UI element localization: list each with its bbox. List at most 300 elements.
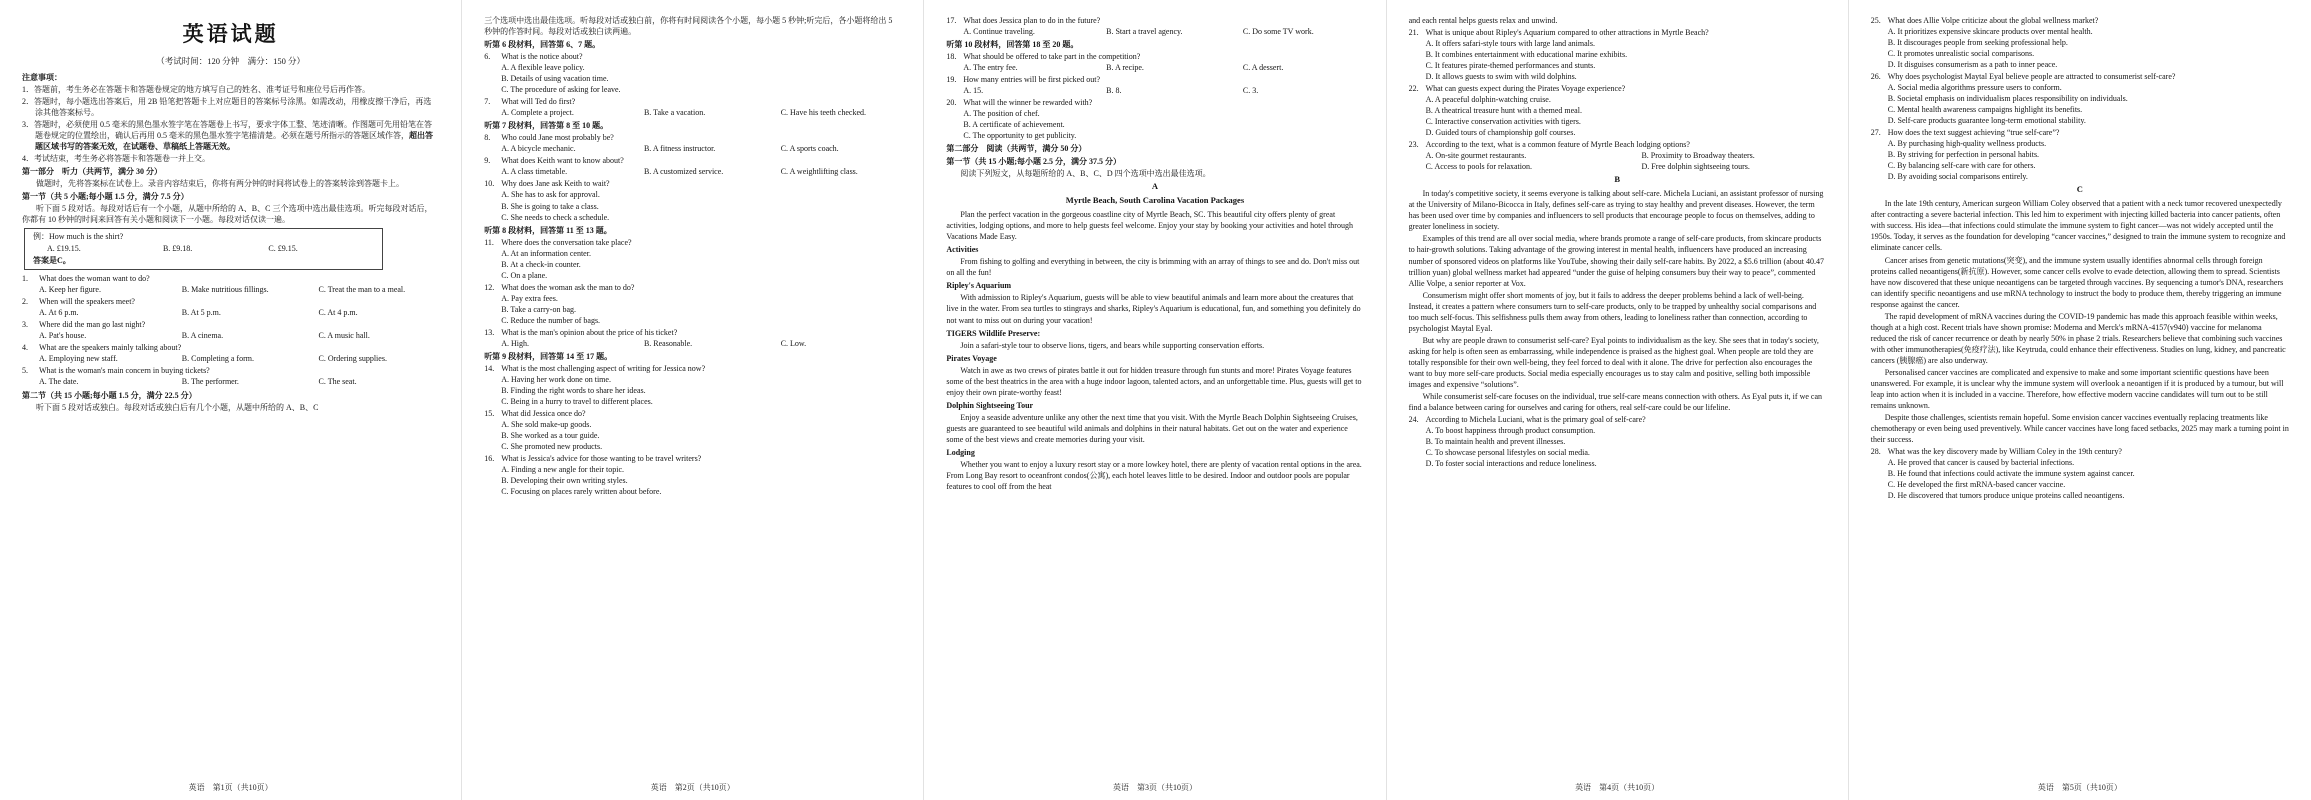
option: D. Guided tours of championship golf courses. <box>1425 128 1576 138</box>
question-stem: What are the speakers mainly talking about? <box>39 343 182 353</box>
question-number: 22. <box>1408 84 1419 94</box>
question-stem-row <box>22 342 439 353</box>
option: A. She has to ask for approval. <box>501 190 600 200</box>
paragraph-text: Enjoy a seaside adventure unlike any other the next time that you visit. With the Myrtle Beach Dolphin Sightseeing Cruises, guests are guaranteed to see beautiful wild animals and dolphins in their natural habitats. Get out on the water and experience some of the best views and create memories during your visit. <box>946 412 1358 444</box>
question-number: 1. <box>22 274 28 284</box>
question-stem-row <box>946 74 1363 85</box>
question-options <box>1871 82 2289 126</box>
question-number: 3. <box>22 320 28 330</box>
question-stem: When will the speakers meet? <box>39 297 135 307</box>
option: B. Start a travel agency. <box>1106 27 1183 37</box>
question-options <box>484 189 901 222</box>
option: C. Interactive conservation activities with tigers. <box>1425 117 1581 127</box>
heading: 注意事项： <box>22 73 62 82</box>
option: D. It allows guests to swim with wild dolphins. <box>1425 72 1577 82</box>
option: C. It features pirate-themed performances and stunts. <box>1425 61 1596 71</box>
paragraph-text: 听下面 5 段对话或独白。每段对话或独白后有几个小题，从题中所给的 A、B、C <box>36 402 319 412</box>
question-7 <box>484 96 901 118</box>
question-26 <box>1871 71 2289 126</box>
paragraph <box>1871 311 2289 366</box>
paragraph <box>1409 290 1826 334</box>
question-stem: What is the man's opinion about the price of his ticket? <box>501 327 678 337</box>
question-number: 28. <box>1870 447 1881 457</box>
question-stem: What was the key discovery made by William Coley in the 19th century? <box>1887 447 2122 457</box>
question-number: 27. <box>1870 128 1881 138</box>
doc-title: 英语试题 <box>182 22 279 46</box>
option: A. The position of chef. <box>963 109 1040 119</box>
option: D. Self-care products guarantee long-term emotional stability. <box>1887 116 2086 126</box>
paragraph <box>1409 233 1826 288</box>
question-stem-row <box>484 51 901 62</box>
paragraph-text: Consumerism might offer short moments of joy, but it fails to address the deeper problems behind a lack of well-being. Instead, it creates a pattern where consumers turn to self-care products, only to be trapped by unhealthy social comparisons and too much self-focus. This selfishness pulls them away from others, leading to loneliness rather than connection, according to psychologist Maytal Eyal. <box>1408 290 1817 333</box>
question-stem: What will Ted do first? <box>501 97 576 107</box>
exam-page-4 <box>1387 0 1849 800</box>
question-stem: What is unique about Ripley's Aquarium compared to other attractions in Myrtle Beach? <box>1425 28 1709 38</box>
question-options <box>1871 138 2289 182</box>
question-options <box>22 330 439 341</box>
option: B. She is going to take a class. <box>501 201 599 211</box>
paragraph-text: The rapid development of mRNA vaccines during the COVID-19 pandemic has made this approach feasible within weeks, though at a high cost. Recent trials have shown promise: Moderna and Merck's mRNA-4157(v940) vaccine for melanoma reduced the risk of cancer recurrence or death by nearly 50% in phase 2 trials. Researchers believe that combining such vaccines with other immunotherapies(免疫疗法), like Keytruda, could enhance their effectiveness. Studies on lung, kidney, and pancreatic cancers (胰腺癌) are also underway. <box>1870 311 2286 365</box>
question-21 <box>1409 27 1826 82</box>
question-stem: Where did the man go last night? <box>39 320 146 330</box>
question-options <box>22 376 439 387</box>
paragraph-text: 阅读下列短文，从每题所给的 A、B、C、D 四个选项中选出最佳选项。 <box>960 169 1211 179</box>
heading: Pirates Voyage <box>946 353 997 363</box>
question-stem-row <box>22 319 439 330</box>
option: A. The date. <box>39 377 79 387</box>
question-stem-row <box>946 15 1363 26</box>
paragraph-text: But why are people drawn to consumerist self-care? Eyal points to individualism as the key. She sees that in today's society, asking for help is often seen as embarrassing, while independence is praised as the highest goal. When people are told they are totally responsible for their own well-being, they feel forced to deal with it alone. The drive for perfection also encourages the want to buy more self-care products. Social media especially encourages us to stay calm and positive, selling both impossible images and expensive “solutions”. <box>1408 335 1819 389</box>
question-22 <box>1409 83 1826 138</box>
option: C. The seat. <box>318 377 357 387</box>
question-stem: What does the woman ask the man to do? <box>501 282 635 292</box>
paragraph-text: Personalised cancer vaccines are complicated and expensive to make and some important scientific questions have been unanswered. For example, it is unclear why the immune system will overlook a neoantigen if it is produced by a tumour, but will leap into action when it is included in a vaccine. Therefore, how effective modern vaccine candidates will turn out to be still remains unknown. <box>1870 367 2284 410</box>
option: B. Reasonable. <box>643 338 693 348</box>
page-footer: 英语 第2页（共10页） <box>650 783 735 792</box>
option: A. Social media algorithms pressure users to conform. <box>1887 83 2062 93</box>
option: A. High. <box>501 338 529 348</box>
page-footer: 英语 第1页（共10页） <box>188 783 273 792</box>
question-stem-row <box>484 282 901 293</box>
question-options <box>484 62 901 95</box>
heading: 听第 6 段材料，回答第 6、7 题。 <box>484 40 601 50</box>
option: B. A cinema. <box>181 331 224 341</box>
option: A. Employing new staff. <box>39 354 118 364</box>
question-5 <box>22 365 439 387</box>
passage-heading: C <box>2076 184 2083 195</box>
question-stem-row <box>484 237 901 248</box>
question-6 <box>484 51 901 95</box>
question-options <box>22 353 439 364</box>
question-stem: What is the woman's main concern in buying tickets? <box>39 366 210 376</box>
question-stem-row <box>484 363 901 374</box>
option: C. Being in a hurry to travel to different places. <box>501 397 653 407</box>
option: A. Pay extra fees. <box>501 293 558 303</box>
option: B. 8. <box>1106 86 1122 96</box>
paragraph-text: 4．考试结束，考生务必将答题卡和答题卷一并上交。 <box>22 154 210 164</box>
option: C. Reduce the number of bags. <box>501 315 601 325</box>
question-stem-row <box>1871 71 2289 82</box>
option: C. Do some TV work. <box>1242 27 1314 37</box>
question-options <box>484 338 901 349</box>
paragraph <box>946 412 1363 445</box>
question-options <box>946 62 1363 73</box>
paragraph <box>946 340 1363 351</box>
question-number: 10. <box>484 179 495 189</box>
question-stem: What is Jessica's advice for those wanting to be travel writers? <box>501 454 702 464</box>
question-number: 20. <box>946 98 957 108</box>
paragraph-text: Plan the perfect vacation in the gorgeous coastline city of Myrtle Beach, SC. This beautiful city offers plenty of great activities, lodging options, and more to help guests feel welcome. Enjoy your stay by booking your activities and hotel through Vacations Made Easy. <box>946 210 1353 242</box>
heading: 听第 9 段材料，回答第 14 至 17 题。 <box>484 351 613 361</box>
option: D. To foster social interactions and reduce loneliness. <box>1425 459 1597 469</box>
question-stem-row <box>1871 15 2289 26</box>
question-number: 4. <box>22 343 28 353</box>
paragraph <box>1409 391 1826 413</box>
paragraph <box>1409 335 1826 390</box>
option: A. 15. <box>963 86 984 96</box>
heading: 第一部分 听力（共两节，满分 30 分） <box>22 167 162 177</box>
question-options <box>1871 26 2289 70</box>
question-stem: What is the most challenging aspect of writing for Jessica now? <box>501 363 706 373</box>
option: B. At 5 p.m. <box>181 308 221 318</box>
question-stem: What does Keith want to know about? <box>501 156 624 166</box>
option: C. The procedure of asking for leave. <box>501 85 621 95</box>
question-number: 21. <box>1408 28 1419 38</box>
exam-page-3 <box>924 0 1386 800</box>
question-19 <box>946 74 1363 96</box>
option: C. She needs to check a schedule. <box>501 212 610 222</box>
heading: 听第 7 段材料，回答第 8 至 10 题。 <box>484 121 609 131</box>
exam-page-2 <box>462 0 924 800</box>
option: C. A music hall. <box>318 331 370 341</box>
example-answer: 答案是C。 <box>33 255 71 265</box>
example-option: B. £9.18. <box>162 244 193 253</box>
option: D. Free dolphin sightseeing tours. <box>1641 162 1750 172</box>
option: A. A peaceful dolphin-watching cruise. <box>1425 95 1551 105</box>
paragraph <box>22 402 439 413</box>
heading: Lodging <box>946 447 975 457</box>
heading: 第一节（共 5 小题;每小题 1.5 分，满分 7.5 分） <box>22 192 189 202</box>
option: A. To boost happiness through product consumption. <box>1425 425 1596 435</box>
option: B. Take a vacation. <box>643 108 706 118</box>
option: A. Finding a new angle for their topic. <box>501 465 625 475</box>
paragraph-text: 三个选项中选出最佳选项。听每段对话或独白前，你将有时间阅读各个小题，每小题 5 秒钟;听完后，各小题将给出 5 秒钟的作答时间。每段对话或独白读两遍。 <box>484 16 893 37</box>
option: A. Pat's house. <box>39 331 87 341</box>
question-stem-row <box>1409 27 1826 38</box>
question-2 <box>22 296 439 318</box>
question-stem-row <box>946 97 1363 108</box>
question-stem: What did Jessica once do? <box>501 409 586 419</box>
option: B. A recipe. <box>1106 63 1144 73</box>
question-number: 18. <box>946 52 957 62</box>
doc-subtitle: （考试时间：120 分钟 满分：150 分） <box>156 56 305 66</box>
option: A. Having her work done on time. <box>501 374 611 384</box>
question-stem-row <box>484 408 901 419</box>
question-stem-row <box>484 96 901 107</box>
question-options <box>484 464 901 497</box>
question-23 <box>1409 139 1826 172</box>
paragraph-text: In today's competitive society, it seems everyone is talking about self-care. Michela Luciani, an assistant professor of nursing at the University of Milano-Bicocca in Italy, defines self-care as trying to stay healthy and prevent diseases. However, the term has been used over time by companies and influencers to sell products that encourage people to focus on themselves, adding to greater loneliness in society. <box>1408 189 1824 232</box>
option: C. On a plane. <box>501 270 548 280</box>
question-stem: What does Allie Volpe criticize about the global wellness market? <box>1887 16 2099 25</box>
option: B. Developing their own writing styles. <box>501 476 628 486</box>
option: A. A class timetable. <box>501 167 568 177</box>
paragraph-text: Watch in awe as two crews of pirates battle it out for hidden treasure through fun stunts and more! Pirates Voyage features some of the best theatrics in the area with a huge indoor lagoon, talented actors, and an unforgettable time. Plus, guests will get to enjoy their own pirate-worthy feast! <box>946 365 1362 397</box>
option: A. A bicycle mechanic. <box>501 144 576 154</box>
question-number: 13. <box>484 327 495 337</box>
paragraph <box>1409 15 1826 26</box>
question-number: 8. <box>484 133 491 143</box>
question-number: 6. <box>484 52 491 62</box>
option: A. It offers safari-style tours with large land animals. <box>1425 39 1595 49</box>
option: B. Completing a form. <box>181 354 254 364</box>
option: B. Make nutritious fillings. <box>181 285 269 295</box>
question-options <box>484 419 901 452</box>
option: C. 3. <box>1242 86 1259 96</box>
option: C. A sports coach. <box>780 144 839 154</box>
question-stem-row <box>1871 446 2289 457</box>
question-number: 23. <box>1408 140 1419 150</box>
option: B. A certificate of achievement. <box>963 120 1065 130</box>
question-number: 17. <box>946 16 957 25</box>
option: B. Societal emphasis on individualism places responsibility on individuals. <box>1887 94 2128 104</box>
option: C. Ordering supplies. <box>318 354 387 364</box>
paragraph <box>946 292 1363 325</box>
question-options <box>484 248 901 281</box>
question-options <box>946 85 1363 96</box>
paragraph <box>1871 255 2289 310</box>
option: A. By purchasing high-quality wellness products. <box>1887 139 2047 149</box>
paragraph-text: While consumerist self-care focuses on the individual, true self-care means connection with others. As Eyal puts it, if we can find a balance between caring for ourselves and caring for others, real self-care could be our lifeline. <box>1408 391 1822 412</box>
question-24 <box>1409 414 1826 469</box>
question-options <box>1409 38 1826 82</box>
option: B. A fitness instructor. <box>643 144 716 154</box>
example-option: A. £19.15. <box>47 244 81 253</box>
option: A. She sold make-up goods. <box>501 420 592 430</box>
paragraph-text: Whether you want to enjoy a luxury resort stay or a more lowkey hotel, there are plenty of vacation rental options in the area. From Long Bay resort to oceanfront condos(公寓), each hotel leaves little to be desired. Indoor and outdoor pools are popular features to cool off from the heat <box>946 459 1362 491</box>
question-number: 15. <box>484 409 495 419</box>
option: B. The performer. <box>181 377 239 387</box>
question-20 <box>946 97 1363 141</box>
paragraph-text: From fishing to golfing and everything in between, the city is brimming with an array of things to see and do. Don't miss out on all the fun! <box>946 257 1360 278</box>
option: B. At a check-in counter. <box>501 259 581 269</box>
question-stem-row <box>484 453 901 464</box>
paragraph-text: In the late 19th century, American surgeon William Coley observed that a patient with a neck tumor recovered unexpectedly after contracting a severe bacterial infection. This led him to experiment with injecting killed bacteria into cancer patients, often with success. His idea—that infections could stimulate the immune system to fight cancer—was not widely accepted until the 1950s. Today, it serves as the foundation for developing “cancer vaccines,” designed to train the immune system to recognize and eliminate cancer cells. <box>1870 199 2286 253</box>
paragraph <box>1409 188 1826 232</box>
question-stem-row <box>1409 139 1826 150</box>
option: C. At 4 p.m. <box>318 308 358 318</box>
paragraph <box>1871 367 2289 411</box>
question-3 <box>22 319 439 341</box>
question-stem-row <box>1409 414 1826 425</box>
paragraph-text: With admission to Ripley's Aquarium, guests will be able to view beautiful animals and learn more about the creatures that live in the water. From sea turtles to stingrays and sharks, Ripley's Aquarium is educational, fun, and something you definitely do not want to miss out on during your vacation! <box>946 293 1361 325</box>
example-box <box>24 228 383 270</box>
page-footer: 英语 第5页（共10页） <box>2037 783 2122 792</box>
paragraph <box>946 459 1363 492</box>
question-28 <box>1871 446 2289 501</box>
question-options <box>1409 94 1826 138</box>
option: B. It discourages people from seeking professional help. <box>1887 38 2068 48</box>
option: A. A flexible leave policy. <box>501 63 585 73</box>
paragraph-text: Join a safari-style tour to observe lions, tigers, and bears while supporting conservation efforts. <box>960 340 1265 350</box>
option: A. He proved that cancer is caused by bacterial infections. <box>1887 458 2075 468</box>
question-18 <box>946 51 1363 73</box>
question-27 <box>1871 127 2289 182</box>
question-options <box>1409 150 1826 172</box>
option: C. He developed the first mRNA-based cancer vaccine. <box>1887 480 2066 490</box>
option: D. He discovered that tumors produce unique proteins called neoantigens. <box>1887 491 2125 501</box>
question-stem: Where does the conversation take place? <box>501 237 632 247</box>
paragraph <box>1871 412 2289 445</box>
paragraph <box>946 168 1363 179</box>
question-number: 14. <box>484 363 495 373</box>
option: B. A theatrical treasure hunt with a themed meal. <box>1425 106 1582 116</box>
option: C. To showcase personal lifestyles on social media. <box>1425 448 1590 458</box>
paragraph <box>22 178 439 189</box>
question-number: 7. <box>484 97 491 107</box>
heading: 听第 10 段材料，回答第 18 至 20 题。 <box>946 40 1079 50</box>
question-stem: According to Michela Luciani, what is the primary goal of self-care? <box>1425 414 1646 424</box>
question-number: 24. <box>1408 414 1419 424</box>
question-stem-row <box>22 296 439 307</box>
option: D. By avoiding social comparisons entirely. <box>1887 172 2028 182</box>
question-stem: Who could Jane most probably be? <box>501 133 614 143</box>
question-options <box>484 293 901 326</box>
question-stem: Why does Jane ask Keith to wait? <box>501 179 610 189</box>
paragraph <box>22 119 439 152</box>
option: D. It disguises consumerism as a path to inner peace. <box>1887 60 2058 70</box>
question-stem-row <box>946 51 1363 62</box>
paragraph <box>1871 198 2289 253</box>
question-9 <box>484 155 901 177</box>
page-footer: 英语 第3页（共10页） <box>1112 783 1197 792</box>
option: B. Proximity to Broadway theaters. <box>1641 151 1755 161</box>
option: B. She worked as a tour guide. <box>501 431 600 441</box>
option: B. To maintain health and prevent illnesses. <box>1425 437 1566 447</box>
paragraph <box>946 256 1363 278</box>
question-stem-row <box>22 273 439 284</box>
option: B. Finding the right words to share her ideas. <box>501 386 646 395</box>
question-options <box>946 26 1363 37</box>
option: A. It prioritizes expensive skincare products over mental health. <box>1887 27 2093 37</box>
question-number: 19. <box>946 75 957 85</box>
question-stem: What does the woman want to do? <box>39 274 150 284</box>
question-15 <box>484 408 901 452</box>
heading: 第二节（共 15 小题;每小题 1.5 分，满分 22.5 分） <box>22 390 197 400</box>
option: A. On-site gourmet restaurants. <box>1425 151 1527 161</box>
option: B. He found that infections could activate the immune system against cancer. <box>1887 469 2135 479</box>
question-stem-row <box>1409 83 1826 94</box>
question-stem: What does Jessica plan to do in the future? <box>963 16 1101 25</box>
option: C. The opportunity to get publicity. <box>963 131 1077 141</box>
option: A. Keep her figure. <box>39 285 101 295</box>
passage-heading: A <box>1151 181 1159 192</box>
question-stem: According to the text, what is a common feature of Myrtle Beach lodging options? <box>1425 140 1690 150</box>
option: C. Focusing on places rarely written about before. <box>501 487 662 497</box>
paragraph-bold-text: 超出答题区域书写的答案无效，在试题卷、草稿纸上答题无效。 <box>35 131 433 152</box>
question-options <box>946 108 1363 141</box>
question-8 <box>484 132 901 154</box>
question-number: 25. <box>1870 16 1881 25</box>
option: B. A customized service. <box>643 167 724 177</box>
example-options <box>33 243 374 255</box>
option: B. By striving for perfection in personal habits. <box>1887 150 2040 160</box>
question-options <box>22 307 439 318</box>
option: A. At 6 p.m. <box>39 308 79 318</box>
paragraph-text: Examples of this trend are all over social media, where brands promote a range of self-care products, from skincare products to hair-growth solutions. Taking advantage of the growing interest in mental health, influencers have produced an increasing number of sponsored videos on platforms like YouTube, showing their daily self-care habits. By 2022, a $5.6 trillion (about 40.47 trillion yuan) global wellness market had appeared “under the guise of helping consumers buy their way to peace”, commented Allie Volpe, a senior reporter at Vox. <box>1408 234 1824 288</box>
question-stem-row <box>484 132 901 143</box>
paragraph-text: 3．答题时，必须使用 0.5 毫米的黑色墨水签字笔在答题卷上书写，要求字体工整、笔迹清晰。作图题可先用铅笔在答题卷规定的位置绘出，确认后再用 0.5 毫米的黑色墨水签字笔描清楚。必须在题号所指示的答题区域作答， <box>22 120 432 141</box>
paragraph <box>946 209 1363 242</box>
paragraph <box>22 153 439 164</box>
question-16 <box>484 453 901 497</box>
option: C. Mental health awareness campaigns highlight its benefits. <box>1887 105 2083 115</box>
question-stem: What should be offered to take part in the competition? <box>963 52 1141 62</box>
paragraph-text: Despite those challenges, scientists remain hopeful. Some envision cancer vaccines eventually replacing treatments like chemotherapy or even being used preventively. While cancer vaccines have long faced setbacks, 2025 may mark a turning point in their success. <box>1870 412 2289 445</box>
question-1 <box>22 273 439 295</box>
question-10 <box>484 178 901 222</box>
question-options <box>484 107 901 118</box>
question-stem: Why does psychologist Maytal Eyal believe people are attracted to consumerist self-care? <box>1887 72 2176 82</box>
question-11 <box>484 237 901 281</box>
question-17 <box>946 15 1363 37</box>
paragraph <box>22 96 439 118</box>
heading: 第二部分 阅读（共两节，满分 50 分） <box>946 144 1087 154</box>
heading: Activities <box>946 245 979 255</box>
question-number: 5. <box>22 366 28 376</box>
paragraph-text: 1．答题前，考生务必在答题卡和答题卷规定的地方填写自己的姓名、准考证号和座位号后再作答。 <box>22 85 370 95</box>
question-options <box>484 374 901 407</box>
option: C. By balancing self-care with care for others. <box>1887 161 2036 171</box>
heading: 听第 8 段材料，回答第 11 至 13 题。 <box>484 225 612 235</box>
page-footer: 英语 第4页（共10页） <box>1575 783 1660 792</box>
passage-heading: B <box>1614 174 1620 185</box>
heading: Dolphin Sightseeing Tour <box>946 400 1034 410</box>
question-number: 11. <box>484 237 494 247</box>
heading: 第一节（共 15 小题;每小题 2.5 分，满分 37.5 分） <box>946 157 1122 167</box>
question-number: 26. <box>1870 72 1881 82</box>
example-question: 例：How much is the shirt? <box>33 232 124 242</box>
question-14 <box>484 363 901 407</box>
paragraph-text: 2．答题时，每小题选出答案后，用 2B 铅笔把答题卡上对应题目的答案标号涂黑。如需改动，用橡皮擦干净后，再选涂其他答案标号。 <box>22 97 432 118</box>
paragraph-text: and each rental helps guests relax and unwind. <box>1408 16 1558 25</box>
question-number: 16. <box>484 454 495 464</box>
question-13 <box>484 327 901 349</box>
exam-page-1 <box>0 0 462 800</box>
question-options <box>484 166 901 177</box>
question-number: 12. <box>484 282 495 292</box>
question-stem-row <box>484 155 901 166</box>
option: C. Have his teeth checked. <box>780 108 866 118</box>
question-stem-row <box>1871 127 2289 138</box>
heading: Ripley's Aquarium <box>946 281 1012 291</box>
option: C. She promoted new products. <box>501 442 603 452</box>
option: C. Access to pools for relaxation. <box>1425 162 1532 172</box>
paragraph <box>484 15 901 37</box>
exam-page-5 <box>1849 0 2311 800</box>
question-stem: What can guests expect during the Pirates Voyage experience? <box>1425 84 1626 94</box>
question-number: 9. <box>484 156 491 166</box>
question-25 <box>1871 15 2289 70</box>
question-options <box>484 143 901 154</box>
option: B. Details of using vacation time. <box>501 74 609 84</box>
question-stem: How many entries will be first picked out? <box>963 75 1101 85</box>
option: C. A weightlifting class. <box>780 167 858 177</box>
question-stem: What is the notice about? <box>501 52 583 62</box>
paragraph-text: Cancer arises from genetic mutations(突变), and the immune system usually identifies abnormal cells through foreign proteins called neoantigens(新抗原). However, some cancer cells evolve to evade detection, allowing them to spread. Scientists have now discovered that these unique neoantigens can be targeted through vaccines. By sequencing a tumor's DNA, researchers can identify specific neoantigens and use mRNA technology to instruct the body to produce them, thereby triggering an immune response against the cancer. <box>1870 255 2284 309</box>
question-options <box>1409 425 1826 469</box>
question-number: 2. <box>22 297 28 307</box>
